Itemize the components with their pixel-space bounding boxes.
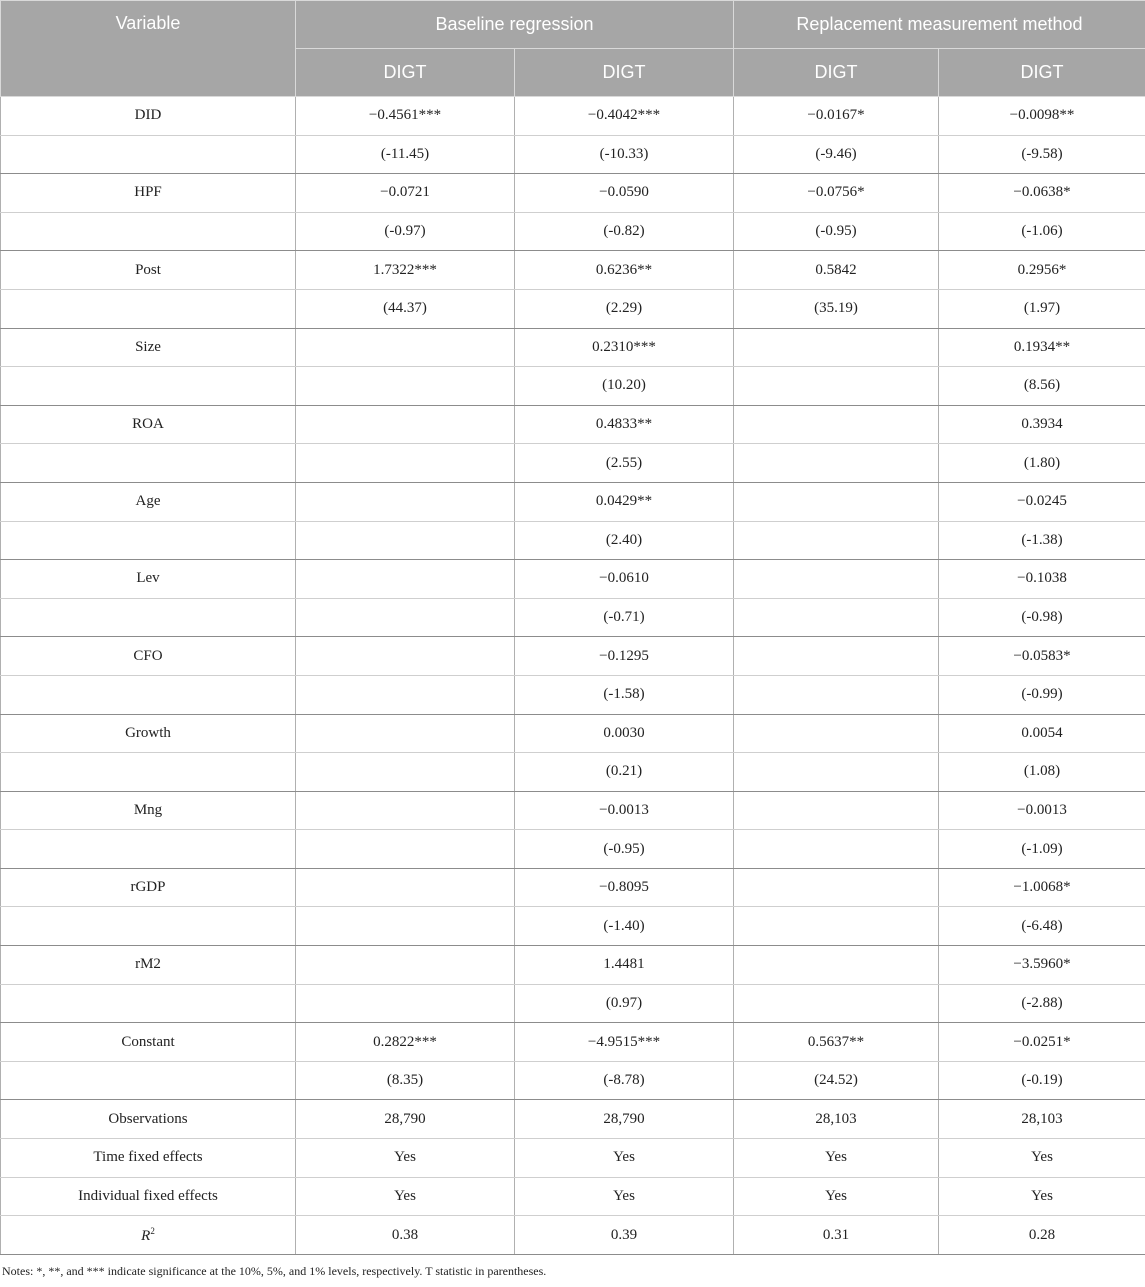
table-cell: −0.0590 (515, 174, 734, 213)
table-row (1, 1177, 1145, 1216)
table-cell: (-0.99) (939, 675, 1145, 714)
table-cell: −0.0013 (939, 791, 1145, 830)
table-cell (296, 946, 515, 985)
table-cell: Yes (734, 1177, 939, 1216)
table-cell: 0.0429** (515, 482, 734, 521)
table-cell (296, 328, 515, 367)
row-label (1, 367, 296, 406)
table-row (1, 753, 1145, 792)
table-cell (734, 868, 939, 907)
table-cell: 0.2956* (939, 251, 1145, 290)
table-cell: −0.0721 (296, 174, 515, 213)
row-label: Age (1, 482, 296, 521)
table-cell (296, 675, 515, 714)
row-label (1, 135, 296, 174)
table-cell: 0.39 (515, 1216, 734, 1255)
table-cell: (-0.19) (939, 1061, 1145, 1100)
table-cell (734, 830, 939, 869)
row-label: Observations (1, 1100, 296, 1139)
row-label: Growth (1, 714, 296, 753)
table-row (1, 907, 1145, 946)
table-row-r2 (1, 1216, 1145, 1255)
table-cell: 28,790 (296, 1100, 515, 1139)
table-cell: (-0.95) (515, 830, 734, 869)
table-cell: 0.1934** (939, 328, 1145, 367)
table-cell: (0.97) (515, 984, 734, 1023)
row-label (1, 1061, 296, 1100)
table-row (1, 367, 1145, 406)
table-cell: (1.97) (939, 289, 1145, 328)
table-notes: Notes: *, **, and *** indicate significance at the 10%, 5%, and 1% levels, respectively. T statistic in parentheses. (0, 1255, 1145, 1287)
table-cell: Yes (939, 1177, 1145, 1216)
table-row (1, 791, 1145, 830)
table-cell (296, 753, 515, 792)
table-cell: 1.7322*** (296, 251, 515, 290)
table-row (1, 251, 1145, 290)
r-squared-label (1, 1216, 296, 1255)
table-cell: (-9.46) (734, 135, 939, 174)
table-cell (734, 367, 939, 406)
table-row (1, 289, 1145, 328)
table-cell: −3.5960* (939, 946, 1145, 985)
table-cell: 0.0054 (939, 714, 1145, 753)
table-cell (296, 521, 515, 560)
table-cell: (8.56) (939, 367, 1145, 406)
table-cell (296, 637, 515, 676)
table-cell: −0.0013 (515, 791, 734, 830)
table-cell (296, 560, 515, 599)
table-cell: Yes (515, 1139, 734, 1178)
row-label: rGDP (1, 868, 296, 907)
table-cell: 0.28 (939, 1216, 1145, 1255)
table-cell: (-1.38) (939, 521, 1145, 560)
table-cell: Yes (296, 1139, 515, 1178)
table-cell: (24.52) (734, 1061, 939, 1100)
table-row (1, 984, 1145, 1023)
row-label: Constant (1, 1023, 296, 1062)
table-cell (296, 791, 515, 830)
table-cell: −0.4561*** (296, 97, 515, 136)
table-cell: 0.4833** (515, 405, 734, 444)
table-row (1, 328, 1145, 367)
row-label: DID (1, 97, 296, 136)
table-cell: (-10.33) (515, 135, 734, 174)
row-label: ROA (1, 405, 296, 444)
table-cell: 0.0030 (515, 714, 734, 753)
table-row (1, 1100, 1145, 1139)
table-cell: (1.08) (939, 753, 1145, 792)
table-cell: −0.0756* (734, 174, 939, 213)
row-label (1, 753, 296, 792)
table-cell: 0.38 (296, 1216, 515, 1255)
row-label: rM2 (1, 946, 296, 985)
table-cell: 1.4481 (515, 946, 734, 985)
row-label: Time fixed effects (1, 1139, 296, 1178)
table-row (1, 482, 1145, 521)
table-cell: −0.0167* (734, 97, 939, 136)
row-label (1, 212, 296, 251)
table-cell: (2.55) (515, 444, 734, 483)
table-cell: −0.0583* (939, 637, 1145, 676)
table-cell (296, 830, 515, 869)
column-header: DIGT (734, 49, 939, 97)
table-cell: Yes (939, 1139, 1145, 1178)
table-cell: (-0.95) (734, 212, 939, 251)
table-cell: 0.2822*** (296, 1023, 515, 1062)
table-row (1, 1061, 1145, 1100)
r-squared-exponent: 2 (150, 1226, 155, 1236)
table-cell: 0.2310*** (515, 328, 734, 367)
table-cell: (-0.98) (939, 598, 1145, 637)
table-cell: −0.1295 (515, 637, 734, 676)
table-row (1, 598, 1145, 637)
table-cell (296, 598, 515, 637)
table-cell: (-8.78) (515, 1061, 734, 1100)
table-cell (296, 444, 515, 483)
table-cell (296, 868, 515, 907)
row-label (1, 444, 296, 483)
table-cell: (1.80) (939, 444, 1145, 483)
table-cell: Yes (734, 1139, 939, 1178)
table-cell (734, 521, 939, 560)
table-row (1, 521, 1145, 560)
table-row (1, 714, 1145, 753)
table-cell: 28,103 (939, 1100, 1145, 1139)
table-row (1, 868, 1145, 907)
r-squared-symbol: R (141, 1228, 150, 1244)
table-cell: 0.31 (734, 1216, 939, 1255)
table-cell: (8.35) (296, 1061, 515, 1100)
table-cell (734, 637, 939, 676)
table-cell: −4.9515*** (515, 1023, 734, 1062)
row-label (1, 289, 296, 328)
table-cell: (-11.45) (296, 135, 515, 174)
table-cell: (2.40) (515, 521, 734, 560)
table-cell: 28,103 (734, 1100, 939, 1139)
table-cell: (-0.82) (515, 212, 734, 251)
table-body (1, 97, 1145, 1255)
column-header: DIGT (939, 49, 1145, 97)
row-label (1, 675, 296, 714)
row-label: Individual fixed effects (1, 1177, 296, 1216)
column-header: DIGT (296, 49, 515, 97)
table-cell: −0.8095 (515, 868, 734, 907)
table-row (1, 405, 1145, 444)
row-label: Mng (1, 791, 296, 830)
table-cell: −0.4042*** (515, 97, 734, 136)
table-cell (734, 714, 939, 753)
table-cell: (-0.71) (515, 598, 734, 637)
table-row (1, 946, 1145, 985)
table-cell: (2.29) (515, 289, 734, 328)
table-cell: 0.5637** (734, 1023, 939, 1062)
table-cell: −0.0638* (939, 174, 1145, 213)
table-row (1, 174, 1145, 213)
table-row (1, 1139, 1145, 1178)
table-cell (734, 444, 939, 483)
table-cell: −0.0610 (515, 560, 734, 599)
table-cell: (-1.06) (939, 212, 1145, 251)
table-cell: (44.37) (296, 289, 515, 328)
table-cell: −1.0068* (939, 868, 1145, 907)
column-header: DIGT (515, 49, 734, 97)
table-cell: (-1.40) (515, 907, 734, 946)
table-cell: (-1.09) (939, 830, 1145, 869)
table-cell (296, 984, 515, 1023)
table-cell (734, 791, 939, 830)
table-row (1, 637, 1145, 676)
table-cell (734, 984, 939, 1023)
row-label: HPF (1, 174, 296, 213)
row-label (1, 907, 296, 946)
table-cell: −0.0245 (939, 482, 1145, 521)
table-cell: 0.5842 (734, 251, 939, 290)
table-cell: (-9.58) (939, 135, 1145, 174)
table-cell: Yes (296, 1177, 515, 1216)
table-cell: 28,790 (515, 1100, 734, 1139)
table-cell (734, 675, 939, 714)
row-label (1, 598, 296, 637)
table-row (1, 830, 1145, 869)
table-row (1, 1023, 1145, 1062)
table-cell: Yes (515, 1177, 734, 1216)
table-row (1, 135, 1145, 174)
table-cell (296, 405, 515, 444)
replacement-method-header: Replacement measurement method (734, 1, 1145, 49)
table-cell (296, 714, 515, 753)
table-cell: (0.21) (515, 753, 734, 792)
row-label (1, 984, 296, 1023)
row-label (1, 521, 296, 560)
table-cell: −0.0251* (939, 1023, 1145, 1062)
table-row (1, 97, 1145, 136)
table-cell (296, 367, 515, 406)
table-row (1, 444, 1145, 483)
table-cell (734, 946, 939, 985)
table-cell (734, 328, 939, 367)
table-cell: (-2.88) (939, 984, 1145, 1023)
table-cell (734, 598, 939, 637)
variable-header: Variable (1, 1, 296, 97)
table-cell: −0.1038 (939, 560, 1145, 599)
row-label: Lev (1, 560, 296, 599)
table-cell (734, 405, 939, 444)
row-label: CFO (1, 637, 296, 676)
table-cell: −0.0098** (939, 97, 1145, 136)
baseline-regression-header: Baseline regression (296, 1, 734, 49)
row-label: Post (1, 251, 296, 290)
table-cell: 0.3934 (939, 405, 1145, 444)
table-row (1, 675, 1145, 714)
table-cell: (35.19) (734, 289, 939, 328)
table-cell (296, 482, 515, 521)
table-cell (734, 753, 939, 792)
table-cell (734, 482, 939, 521)
table-cell: (-6.48) (939, 907, 1145, 946)
table-cell: (10.20) (515, 367, 734, 406)
table-row (1, 560, 1145, 599)
table-cell (734, 907, 939, 946)
table-cell: (-1.58) (515, 675, 734, 714)
table-cell (296, 907, 515, 946)
table-row (1, 212, 1145, 251)
row-label (1, 830, 296, 869)
table-cell: 0.6236** (515, 251, 734, 290)
row-label: Size (1, 328, 296, 367)
table-cell (734, 560, 939, 599)
table-cell: (-0.97) (296, 212, 515, 251)
